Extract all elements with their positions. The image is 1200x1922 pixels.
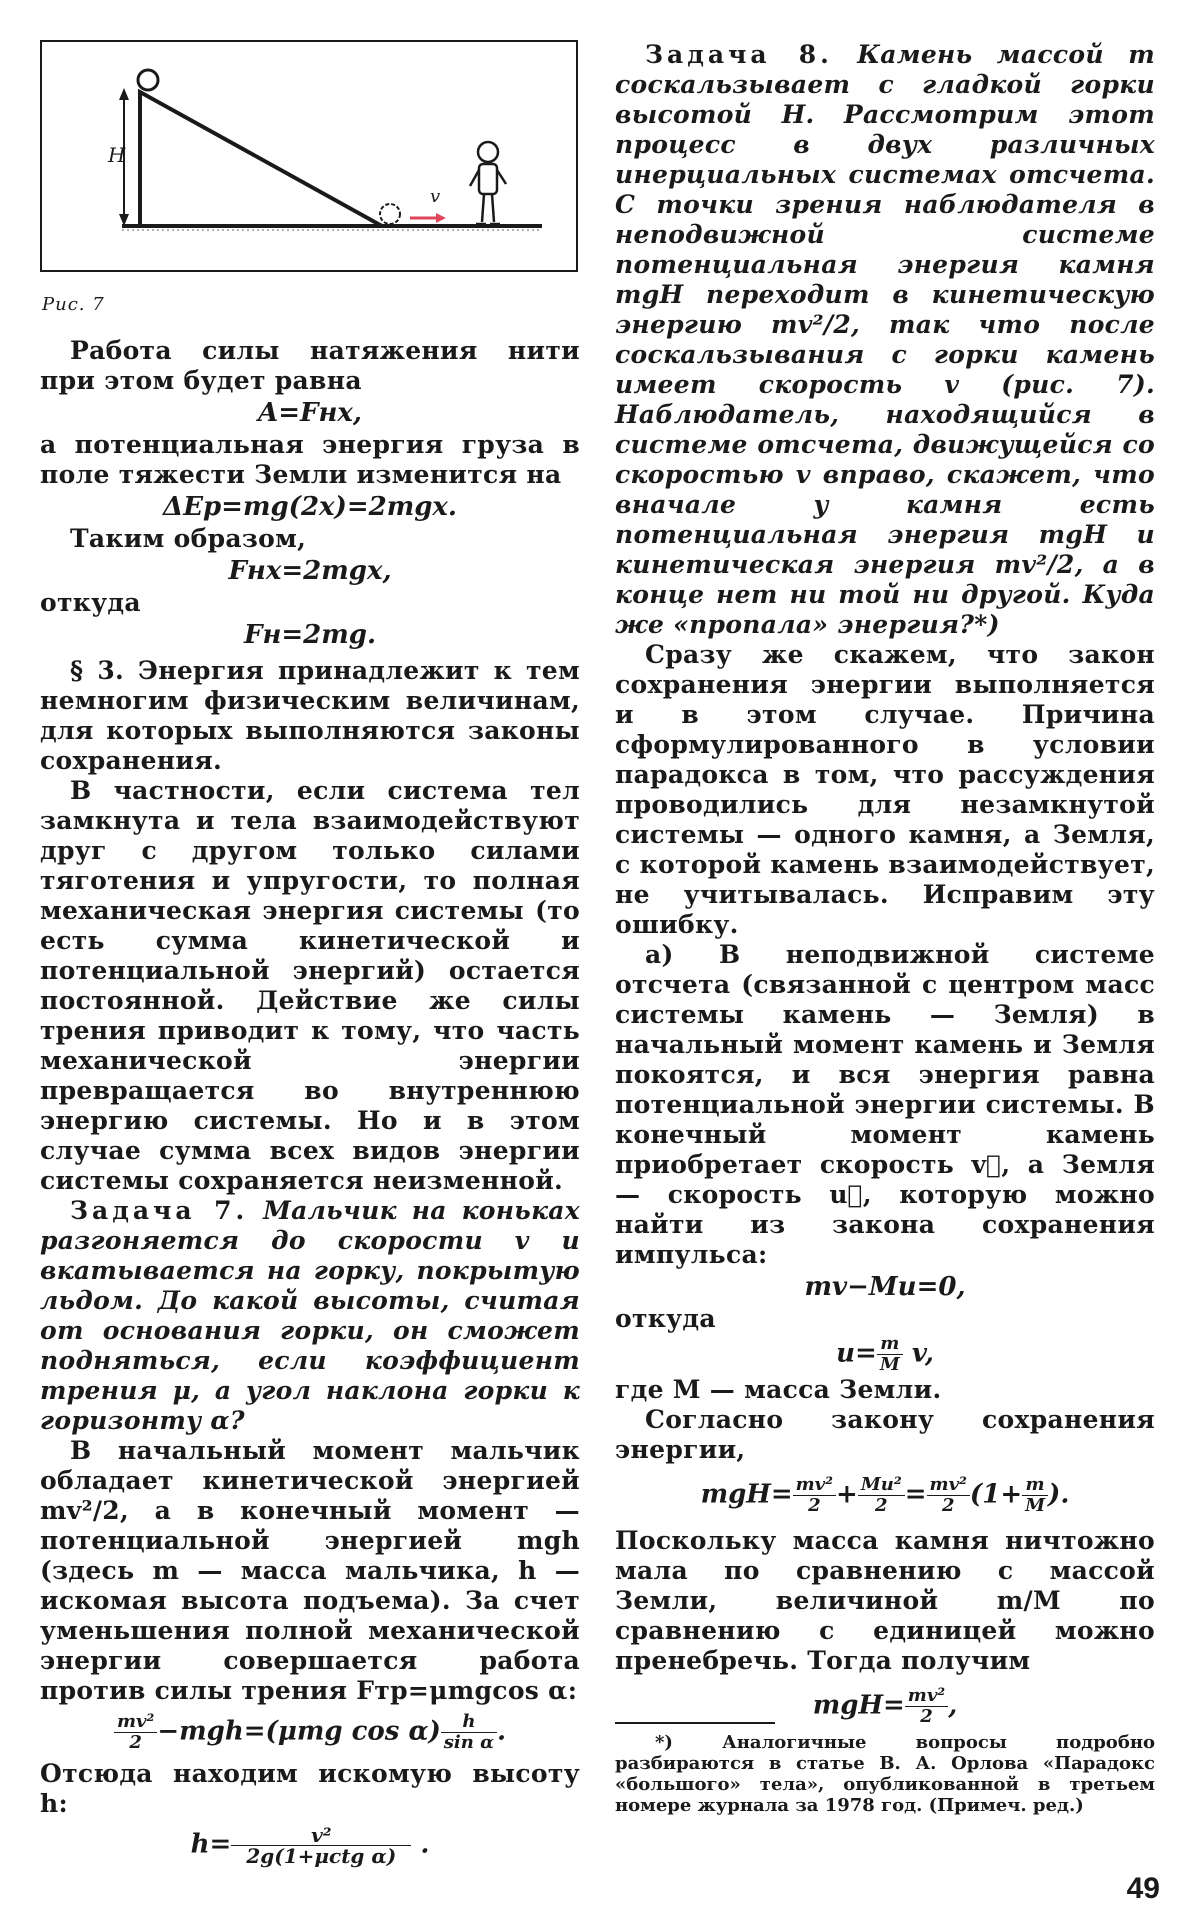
formula-energy-balance: $\frac{\text{mv²}}{2}$ −mgh=(μmg cos α) $\frac{h}{\text{sin α}}$ .: [40, 1712, 580, 1753]
formula-final: mgH= $\frac{\text{mv²}}{2}$ ,: [812, 1685, 958, 1727]
formula: A=Fнx,: [258, 398, 362, 428]
fraction: $\frac{m}{M}$: [877, 1334, 903, 1375]
formula: ΔEp=mg(2x)=2mgx.: [163, 492, 457, 522]
left-column: [40, 336, 580, 1866]
footnote-rule: [615, 1722, 775, 1724]
paragraph: Сразу же скажем, что закон сохранения энергии выполняется и в этом случае. Причина сформулированного в условии парадокса в том, что рассуждения проводились для незамкнутой системы — одного камня, а Земля, с которой камень взаимодействует, не учитывалась. Исправим эту ошибку.: [615, 640, 1155, 939]
paragraph: В начальный момент мальчик обладает кинетической энергией mv²/2, а в конечный момент — потенциальной энергией mgh (здесь m — масса мальчика, h — искомая высота подъема). За счет уменьшения полной механической энергии совершается работа против силы трения Fтр=μmgcos α:: [40, 1436, 580, 1705]
footnote: *) Аналогичные вопросы подробно разбираются в статье В. А. Орлова «Парадокс «большого» тела», опубликованной в третьем номере журнала за 1978 год. (Примеч. ред.): [615, 1732, 1155, 1816]
figure-caption: Рис. 7: [42, 294, 105, 315]
paragraph: Отсюда находим искомую высоту h:: [40, 1759, 580, 1818]
fraction: $\frac{\text{mv²}}{2}$: [905, 1686, 948, 1727]
fraction: $\frac{\text{Mu²}}{2}$: [858, 1475, 905, 1516]
formula: mv−Mu=0,: [804, 1272, 966, 1302]
figure-box: [40, 40, 578, 272]
task-label: Задача 8.: [645, 40, 833, 69]
observer-figure: [470, 142, 506, 224]
velocity-label: v: [430, 186, 441, 207]
formula: Fн=2mg.: [243, 620, 377, 650]
paragraph: откуда: [40, 588, 141, 617]
paragraph: Таким образом,: [70, 524, 307, 553]
fraction: $\frac{\text{v²}}{\text{2g(1+μctg α)}}$: [231, 1825, 411, 1866]
formula-u: u= $\frac{m}{M}$ v,: [836, 1333, 934, 1375]
task-text: Камень массой m соскальзывает с гладкой горки высотой H. Рассмотрим этот процесс в двух различных инерциальных системах отсчета. С точки зрения наблюдателя в неподвижной системе потенциальная энергия камня mgH переходит в кинетическую энергию mv²/2, так что после соскальзывания с горки камень имеет скорость v (рис. 7). Наблюдатель, находящийся в системе отсчета, движущейся со скоростью v вправо, скажет, что вначале у камня есть потенциальная энергия mgH и кинетическая энергия mv²/2, а в конце нет ни той ни другой. Куда же «пропала» энергия?*): [615, 40, 1156, 639]
figure-drawing: [42, 42, 576, 270]
page-number: 49: [1126, 1872, 1160, 1905]
paragraph: а потенциальная энергия груза в поле тяжести Земли изменится на: [40, 430, 580, 489]
formula: Fнx=2mgx,: [228, 556, 392, 586]
fraction: $\frac{h}{\text{sin α}}$: [441, 1712, 497, 1753]
paragraph: где M — масса Земли.: [615, 1375, 942, 1404]
formula-energy: mgH= $\frac{\text{mv²}}{2}$ + $\frac{\text{Mu²}}{2}$ = $\frac{\text{mv²}}{2}$ (1+ $\frac{m}{M}$ ).: [700, 1474, 1070, 1516]
fraction: $\frac{\text{mv²}}{2}$: [793, 1475, 836, 1516]
paragraph: Согласно закону сохранения энергии,: [615, 1405, 1155, 1464]
fraction: $\frac{\text{mv²}}{2}$: [927, 1475, 970, 1516]
paragraph: откуда: [615, 1304, 716, 1333]
paragraph: Работа силы натяжения нити при этом будет равна: [40, 336, 580, 395]
paragraph: Поскольку масса камня ничтожно мала по сравнению с массой Земли, величиной m/M по сравнению с единицей можно пренебречь. Тогда получим: [615, 1526, 1155, 1675]
section-paragraph: § 3. Энергия принадлежит к тем немногим физическим величинам, для которых выполняются законы сохранения.: [40, 656, 580, 775]
stone-bottom: [380, 204, 400, 224]
task-8: [615, 40, 1155, 640]
height-label: H: [108, 143, 126, 167]
fraction: $\frac{m}{M}$: [1022, 1475, 1048, 1516]
formula-height: h= $\frac{\text{v²}}{\text{2g(1+μctg α)}}$ .: [190, 1823, 430, 1868]
task-text: Мальчик на коньках разгоняется до скорости v и вкатывается на горку, покрытую льдом. До какой высоты, считая от основания горки, он сможет подняться, если коэффициент трения μ, а угол наклона горки к горизонту α?: [40, 1196, 580, 1435]
slope: [140, 92, 382, 226]
fraction: $\frac{\text{mv²}}{2}$: [114, 1712, 157, 1753]
task-7: [40, 1196, 580, 1436]
task-label: Задача 7.: [70, 1196, 249, 1225]
right-column: [615, 40, 1155, 1727]
paragraph: а) В неподвижной системе отсчета (связанной с центром масс системы камень — Земля) в начальный момент камень и Земля покоятся, и вся энергия равна потенциальной энергии системы. В конечный момент камень приобретает скорость v⃗, а Земля — скорость u⃗, которую можно найти из закона сохранения импульса:: [615, 940, 1155, 1269]
paragraph: В частности, если система тел замкнута и тела взаимодействуют друг с другом только силами тяготения и упругости, то полная механическая энергия системы (то есть сумма кинетической и потенциальной энергий) остается постоянной. Действие же силы трения приводит к тому, что часть механической энергии превращается во внутреннюю энергию системы. Но и в этом случае сумма всех видов энергии системы сохраняется неизменной.: [40, 776, 580, 1195]
stone-top: [138, 70, 158, 90]
